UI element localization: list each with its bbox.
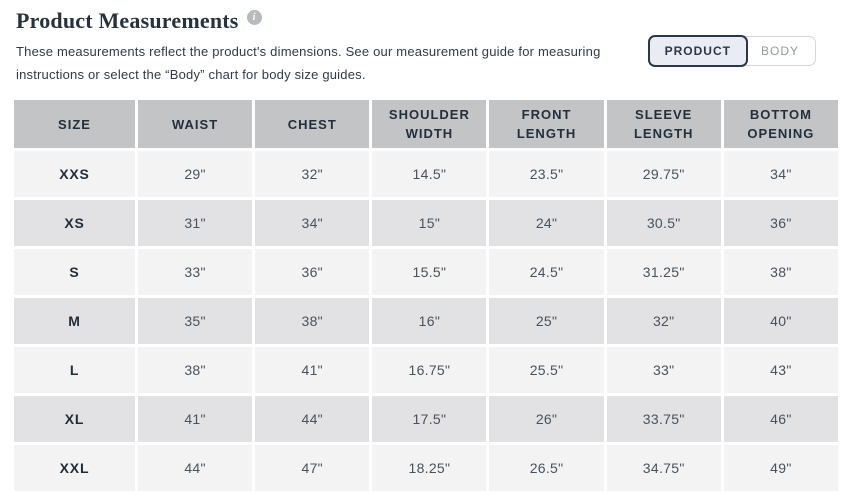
- measurement-cell: 29.75": [607, 151, 721, 197]
- measurement-cell: 46": [724, 396, 838, 442]
- measurement-cell: 17.5": [372, 396, 486, 442]
- measurement-cell: 32": [255, 151, 369, 197]
- measurement-cell: 38": [138, 347, 252, 393]
- column-header-sleeve-length: SLEEVE LENGTH: [607, 100, 721, 148]
- size-cell: L: [14, 347, 135, 393]
- title-row: [14, 8, 847, 34]
- info-icon[interactable]: i: [247, 10, 262, 25]
- measurement-cell: 26": [489, 396, 603, 442]
- measurement-cell: 30.5": [607, 200, 721, 246]
- column-header-bottom-opening: BOTTOM OPENING: [724, 100, 838, 148]
- column-header-shoulder-width: SHOULDER WIDTH: [372, 100, 486, 148]
- measurement-cell: 36": [255, 249, 369, 295]
- size-cell: XL: [14, 396, 135, 442]
- column-header-chest: CHEST: [255, 100, 369, 148]
- measurement-cell: 26.5": [489, 445, 603, 491]
- size-cell: M: [14, 298, 135, 344]
- table-row-m: [14, 298, 838, 344]
- measurement-cell: 34": [724, 151, 838, 197]
- description-line-1: These measurements reflect the product's dimensions. See our measurement guide for measuring: [16, 44, 601, 59]
- table-row-xs: [14, 200, 838, 246]
- measurement-cell: 40": [724, 298, 838, 344]
- size-cell: XXS: [14, 151, 135, 197]
- description-line-2: instructions or select the “Body” chart for body size guides.: [16, 67, 366, 82]
- table-row-xl: [14, 396, 838, 442]
- measurement-cell: 23.5": [489, 151, 603, 197]
- measurement-cell: 41": [138, 396, 252, 442]
- measurement-cell: 31": [138, 200, 252, 246]
- measurement-cell: 14.5": [372, 151, 486, 197]
- table-row-l: [14, 347, 838, 393]
- product-toggle-button[interactable]: PRODUCT: [648, 35, 748, 67]
- measurement-cell: 44": [138, 445, 252, 491]
- measurement-cell: 38": [255, 298, 369, 344]
- measurement-cell: 18.25": [372, 445, 486, 491]
- measurement-cell: 44": [255, 396, 369, 442]
- table-row-xxl: [14, 445, 838, 491]
- chart-type-toggle: [648, 35, 816, 67]
- measurement-cell: 16.75": [372, 347, 486, 393]
- table-row-s: [14, 249, 838, 295]
- measurement-cell: 47": [255, 445, 369, 491]
- measurement-cell: 33.75": [607, 396, 721, 442]
- column-header-front-length: FRONT LENGTH: [489, 100, 603, 148]
- measurement-cell: 38": [724, 249, 838, 295]
- table-row-xxs: [14, 151, 838, 197]
- measurements-table: [11, 97, 841, 494]
- measurement-cell: 31.25": [607, 249, 721, 295]
- size-cell: S: [14, 249, 135, 295]
- measurement-cell: 25.5": [489, 347, 603, 393]
- column-header-size: SIZE: [14, 100, 135, 148]
- size-cell: XXL: [14, 445, 135, 491]
- measurement-cell: 49": [724, 445, 838, 491]
- measurement-cell: 15": [372, 200, 486, 246]
- measurement-cell: 34": [255, 200, 369, 246]
- column-header-waist: WAIST: [138, 100, 252, 148]
- table-header-row: [14, 100, 838, 148]
- measurement-cell: 25": [489, 298, 603, 344]
- measurement-cell: 36": [724, 200, 838, 246]
- measurement-cell: 41": [255, 347, 369, 393]
- measurement-cell: 32": [607, 298, 721, 344]
- measurement-cell: 43": [724, 347, 838, 393]
- measurement-cell: 24": [489, 200, 603, 246]
- body-toggle-button[interactable]: BODY: [736, 36, 816, 66]
- measurement-cell: 34.75": [607, 445, 721, 491]
- measurement-cell: 35": [138, 298, 252, 344]
- measurement-cell: 15.5": [372, 249, 486, 295]
- measurement-cell: 33": [138, 249, 252, 295]
- measurement-cell: 16": [372, 298, 486, 344]
- page-title: Product Measurements: [16, 8, 239, 33]
- measurement-cell: 29": [138, 151, 252, 197]
- measurement-cell: 24.5": [489, 249, 603, 295]
- size-cell: XS: [14, 200, 135, 246]
- measurement-cell: 33": [607, 347, 721, 393]
